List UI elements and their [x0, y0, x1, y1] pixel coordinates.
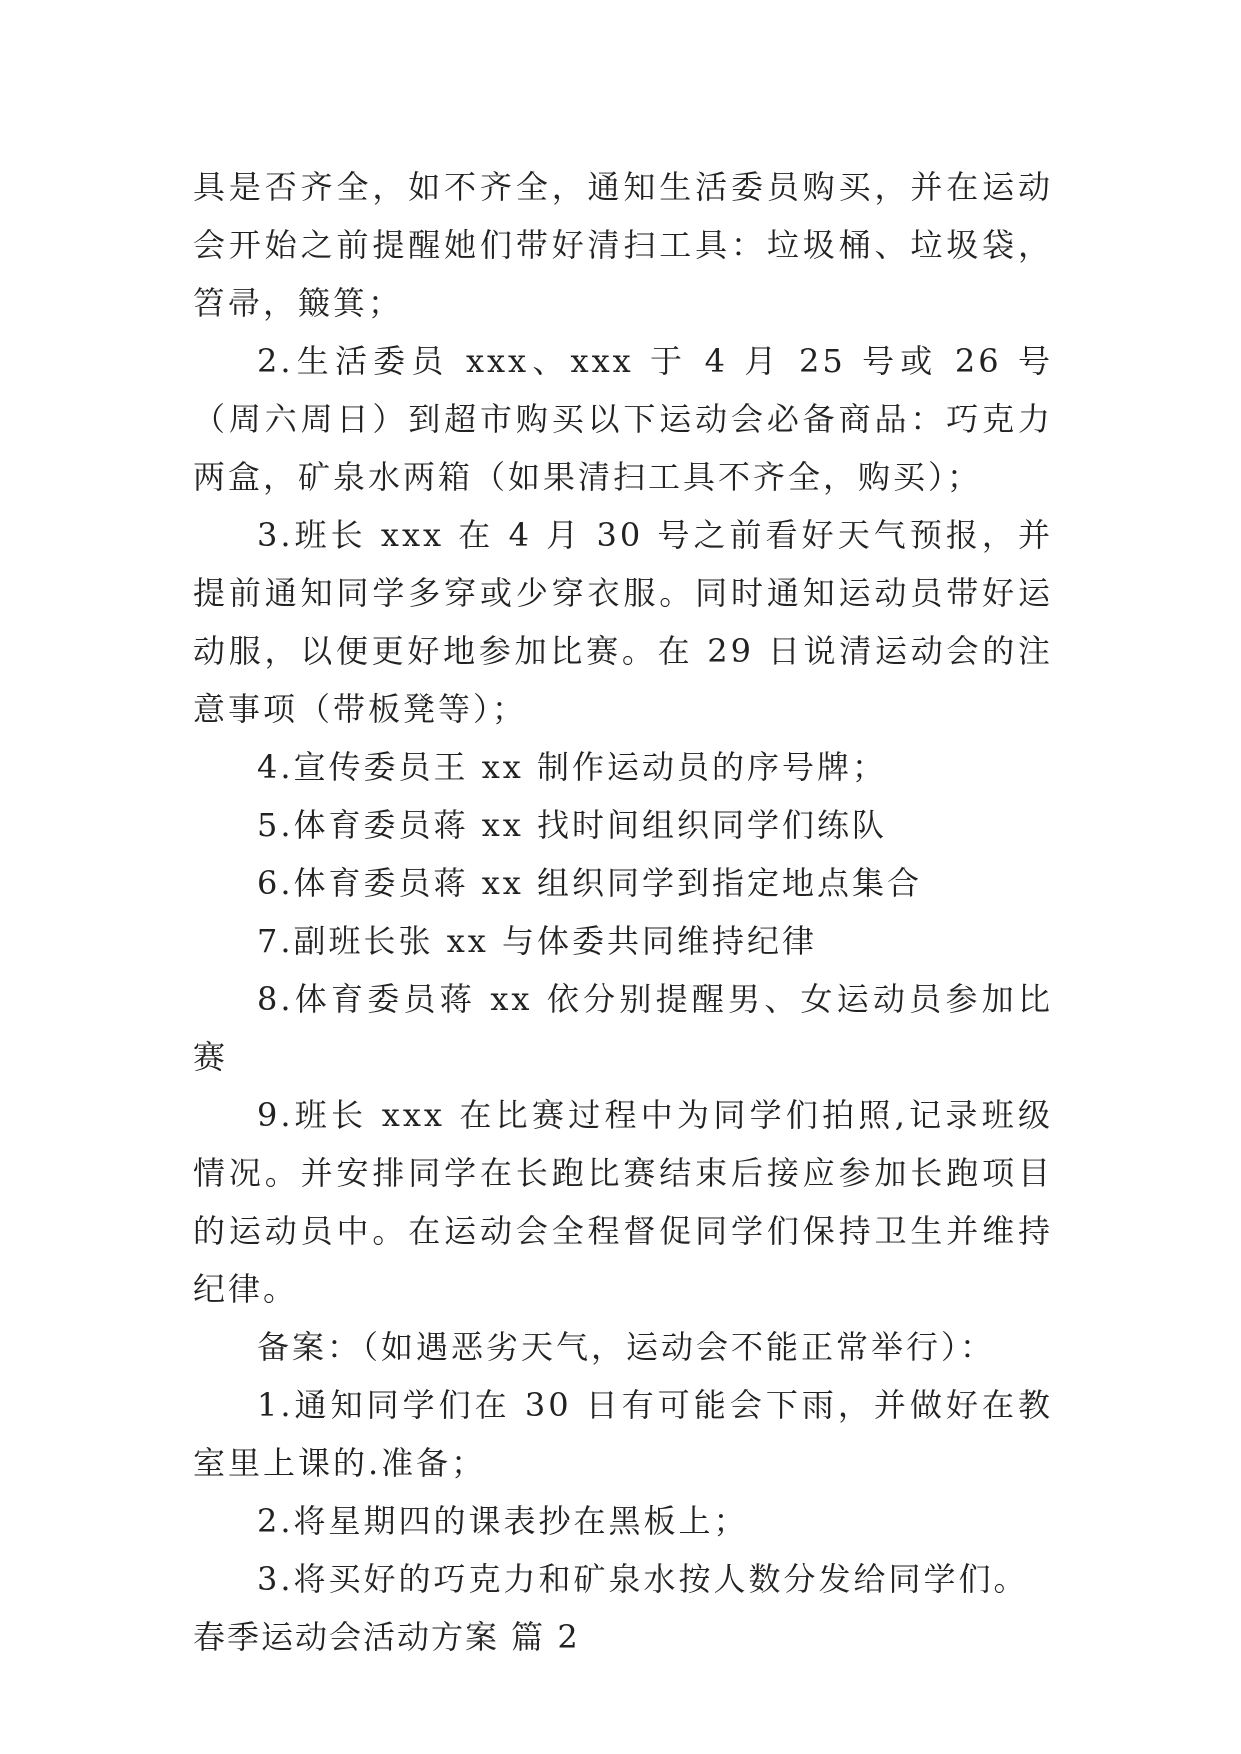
paragraph: 5.体育委员蒋 xx 找时间组织同学们练队 [257, 806, 887, 844]
paragraph: 2.将星期四的课表抄在黑板上； [257, 1502, 749, 1540]
paragraph: 7.副班长张 xx 与体委共同维持纪律 [257, 922, 817, 960]
paragraph: 4.宣传委员王 xx 制作运动员的序号牌； [257, 748, 887, 786]
paragraph: 备案：（如遇恶劣天气，运动会不能正常举行）： [257, 1328, 996, 1366]
paragraph: 具是否齐全，如不齐全，通知生活委员购买，并在运动会开始之前提醒她们带好清扫工具：垃圾桶、垃圾袋，笤帚，簸箕； [193, 168, 1053, 322]
paragraph: 8.体育委员蒋 xx 依分别提醒男、女运动员参加比赛 [193, 980, 1053, 1076]
document-body [193, 158, 1053, 1666]
paragraph: 1.通知同学们在 30 日有可能会下雨，并做好在教室里上课的.准备； [193, 1386, 1053, 1482]
paragraph: 9.班长 xxx 在比赛过程中为同学们拍照,记录班级情况。并安排同学在长跑比赛结束后接应参加长跑项目的运动员中。在运动会全程督促同学们保持卫生并维持纪律。 [193, 1096, 1053, 1308]
paragraph: 2.生活委员 xxx、xxx 于 4 月 25 号或 26 号（周六周日）到超市购买以下运动会必备商品：巧克力两盒，矿泉水两箱（如果清扫工具不齐全，购买）； [193, 342, 1053, 496]
paragraph: 6.体育委员蒋 xx 组织同学到指定地点集合 [257, 864, 922, 902]
section-heading: 春季运动会活动方案 篇 2 [193, 1618, 580, 1656]
paragraph: 3.班长 xxx 在 4 月 30 号之前看好天气预报，并提前通知同学多穿或少穿衣服。同时通知运动员带好运动服，以便更好地参加比赛。在 29 日说清运动会的注意事项（带板凳等）； [193, 516, 1053, 728]
paragraph: 3.将买好的巧克力和矿泉水按人数分发给同学们。 [257, 1560, 1029, 1598]
